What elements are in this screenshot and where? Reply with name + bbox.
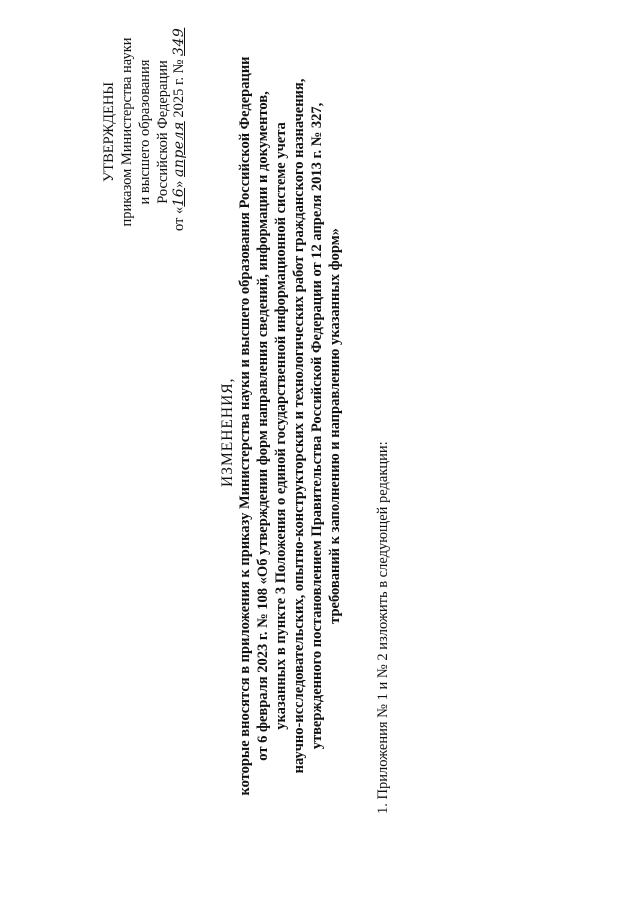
approval-stamp: УТВЕРЖДЕНЫ xyxy=(101,81,117,183)
approval-line-1: приказом Министерства науки xyxy=(119,37,135,227)
document-heading: ИЗМЕНЕНИЯ, xyxy=(219,377,236,487)
approval-line-3: Российской Федерации xyxy=(155,60,171,204)
date-separator: » xyxy=(171,180,187,188)
title-line-3: указанных в пункте 3 Положения о единой государственной информационной системе учета xyxy=(273,122,289,730)
paragraph-item-1: 1. Приложения № 1 и № 2 изложить в следующей редакции: xyxy=(375,441,391,814)
date-prefix: от « xyxy=(171,206,187,231)
date-month: апреля xyxy=(171,121,187,178)
title-line-1: которые вносятся в приложения к приказу Министерства науки и высшего образования Российской Федерации xyxy=(237,56,253,796)
approval-line-2: и высшего образования xyxy=(137,59,153,205)
title-line-4: научно-исследовательских, опытно-конструкторских и технологических работ гражданского назначения, xyxy=(291,78,307,774)
title-line-5: утвержденного постановлением Правительства Российской Федерации от 12 апреля 2013 г. № 327, xyxy=(309,102,325,750)
title-line-6: требований к заполнению и направлению указанных форм» xyxy=(327,228,343,624)
date-year: 2025 г. № xyxy=(171,59,187,118)
date-day: 16 xyxy=(171,187,187,207)
order-number: 349 xyxy=(171,27,187,56)
approval-date-line xyxy=(172,28,187,231)
title-line-2: от 6 февраля 2023 г. № 108 «Об утверждении форм направления сведений, информации и документов, xyxy=(255,91,271,761)
